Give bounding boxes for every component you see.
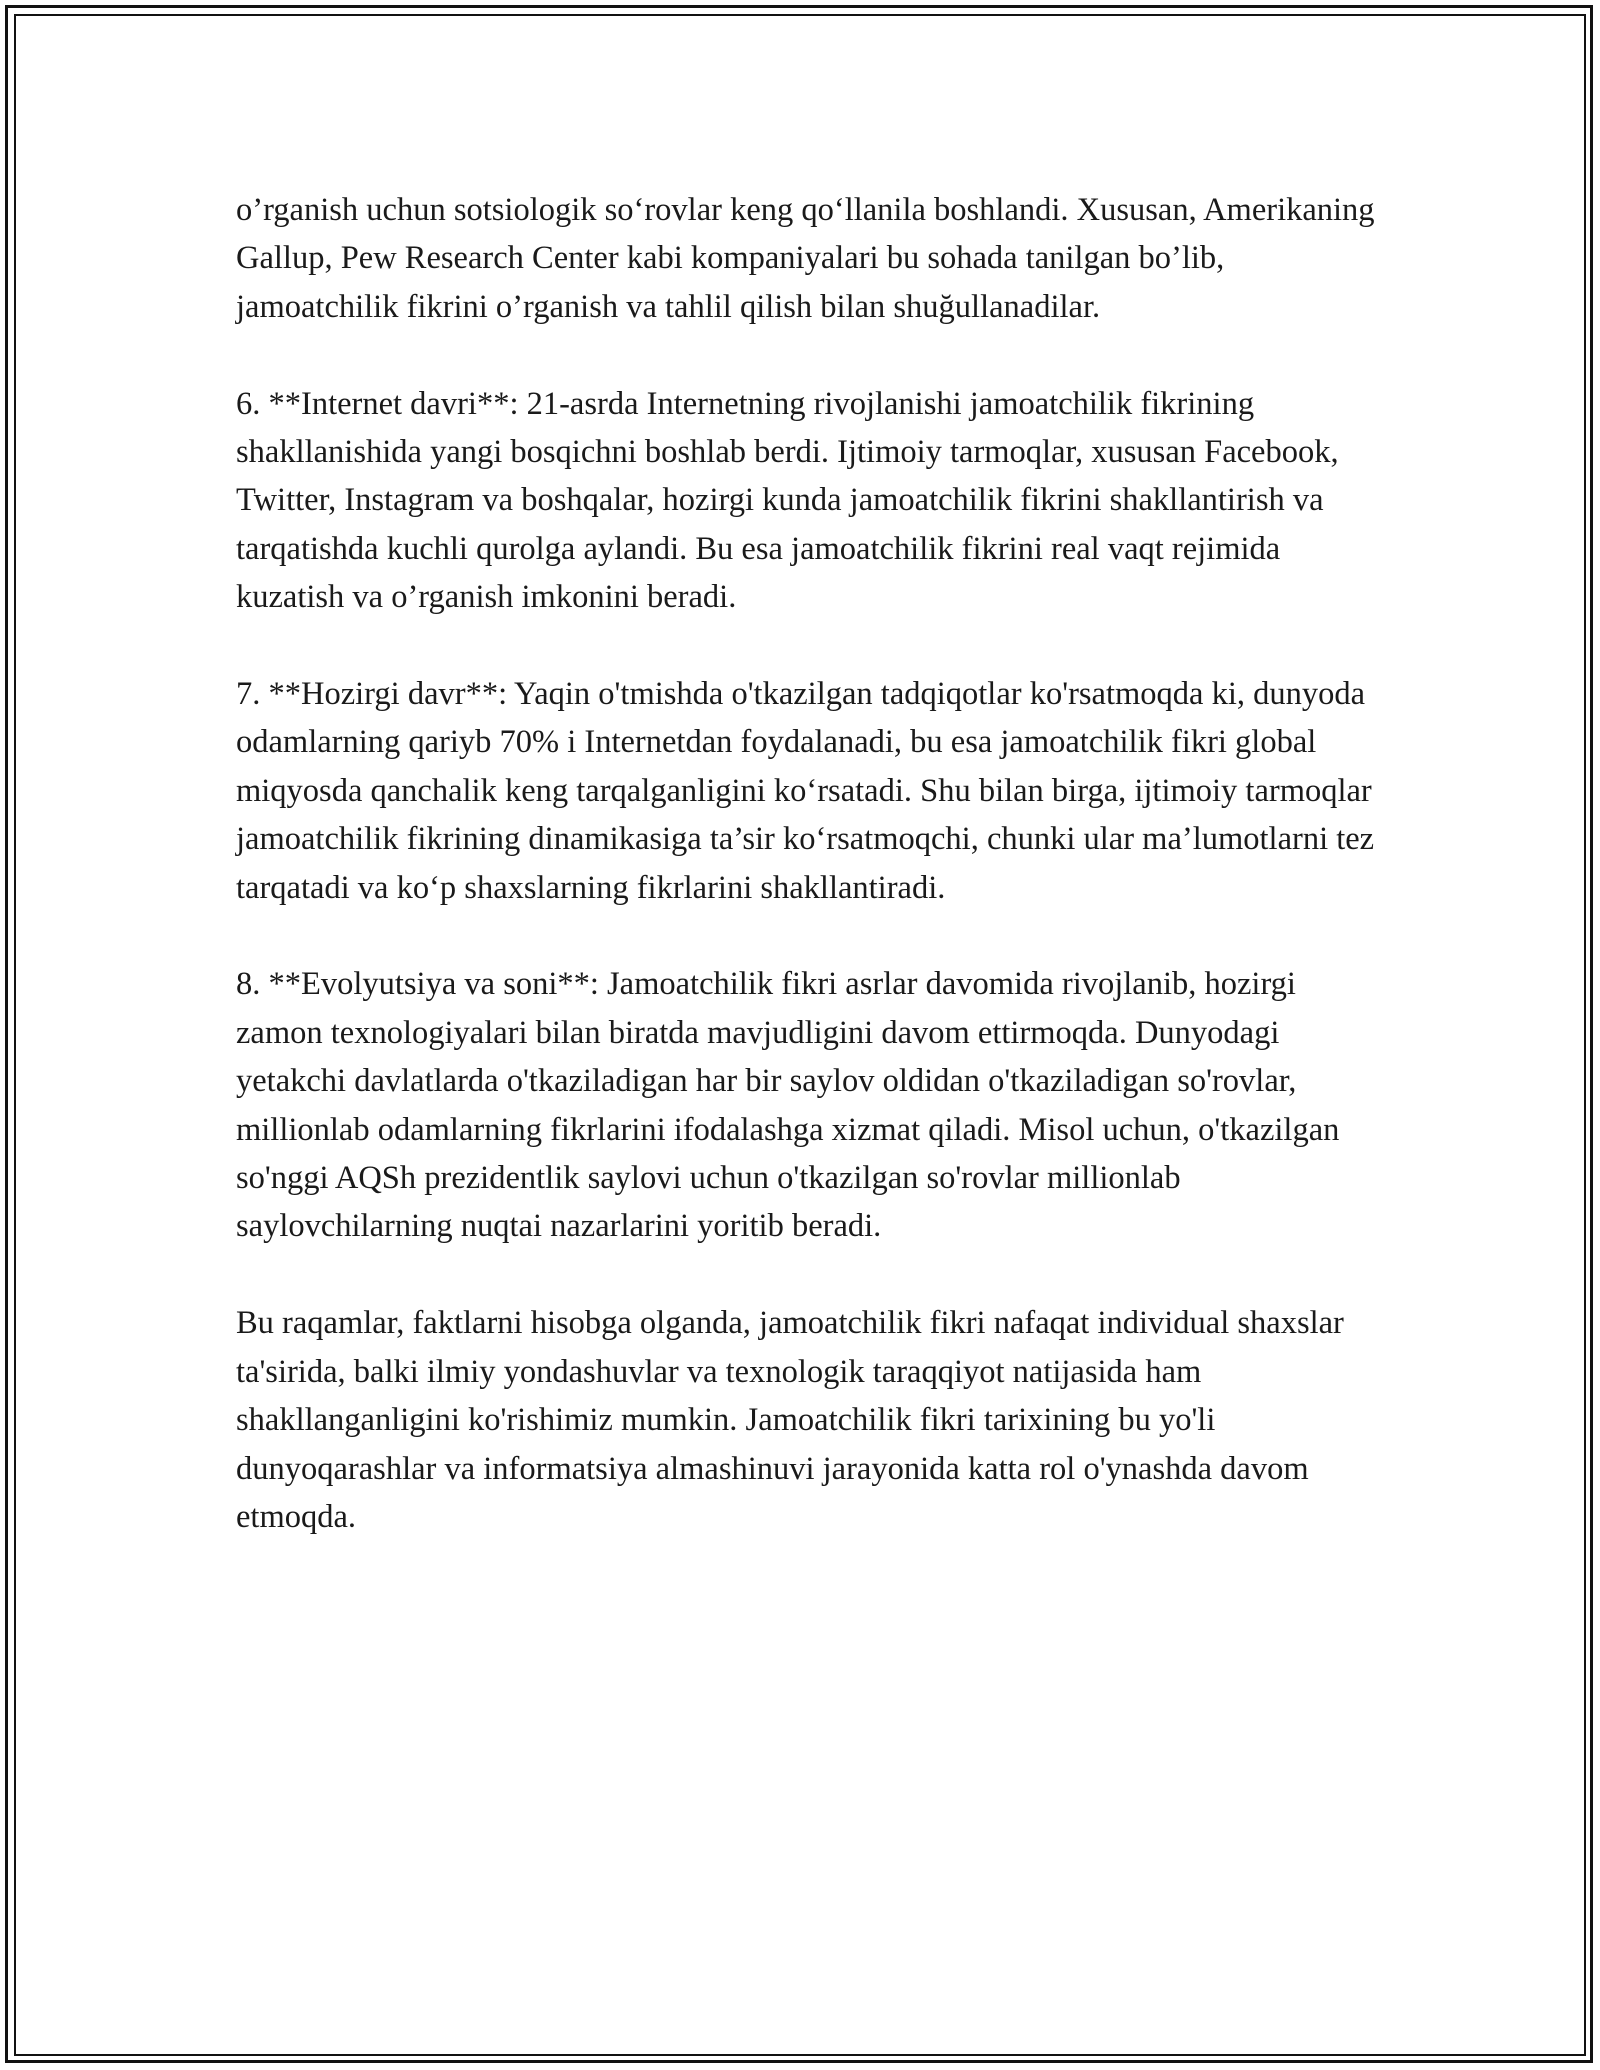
paragraph-evolution: 8. **Evolyutsiya va soni**: Jamoatchilik fikri asrlar davomida rivojlanib, hozirgi zamon texnologiyalari bilan biratda mavjudligini davom ettirmoqda. Dunyodagi yetakchi davlatlarda o'tkaziladigan har bir saylov oldidan o'tkaziladigan so'rovlar, millionlab odamlarning fikrlarini ifodalashga xizmat qiladi. Misol uchun, o'tkazilgan so'nggi AQSh prezidentlik saylovi uchun o'tkazilgan so'rovlar millionlab saylovchilarning nuqtai nazarlarini yoritib beradi. <box>236 966 1340 1245</box>
paragraph-internet-era: 6. **Internet davri**: 21-asrda Internetning rivojlanishi jamoatchilik fikrining shakllanishida yangi bosqichni boshlab berdi. Ijtimoiy tarmoqlar, xususan Facebook, Twitter, Instagram va boshqalar, hozirgi kunda jamoatchilik fikrini shakllantirish va tarqatishda kuchli qurolga aylandi. Bu esa jamoatchilik fikrini real vaqt rejimida kuzatish va o’rganish imkonini beradi. <box>236 385 1339 616</box>
document-body <box>236 186 1386 1590</box>
paragraph-current-era: 7. **Hozirgi davr**: Yaqin o'tmishda o'tkazilgan tadqiqotlar ko'rsatmoqda ki, dunyoda odamlarning qariyb 70% i Internetdan foydalanadi, bu esa jamoatchilik fikri global miqyosda qanchalik keng tarqalganligini ko‘rsatadi. Shu bilan birga, ijtimoiy tarmoqlar jamoatchilik fikrining dinamikasiga ta’sir ko‘rsatmoqchi, chunki ular ma’lumotlarni tez tarqatadi va ko‘p shaxslarning fikrlarini shakllantiradi. <box>236 676 1375 906</box>
paragraph-intro-continuation: o’rganish uchun sotsiologik so‘rovlar keng qo‘llanila boshlandi. Xususan, Amerikaning Gallup, Pew Research Center kabi kompaniyalari bu sohada tanilgan bo’lib, jamoatchilik fikrini o’rganish va tahlil qilish bilan shuğullanadilar. <box>236 192 1375 325</box>
paragraph-conclusion: Bu raqamlar, faktlarni hisobga olganda, jamoatchilik fikri nafaqat individual shaxslar ta'sirida, balki ilmiy yondashuvlar va texnologik taraqqiyot natijasida ham shakllanganligini ko'rishimiz mumkin. Jamoatchilik fikri tarixining bu yo'li dunyoqarashlar va informatsiya almashinuvi jarayonida katta rol o'ynashda davom etmoqda. <box>236 1305 1344 1535</box>
